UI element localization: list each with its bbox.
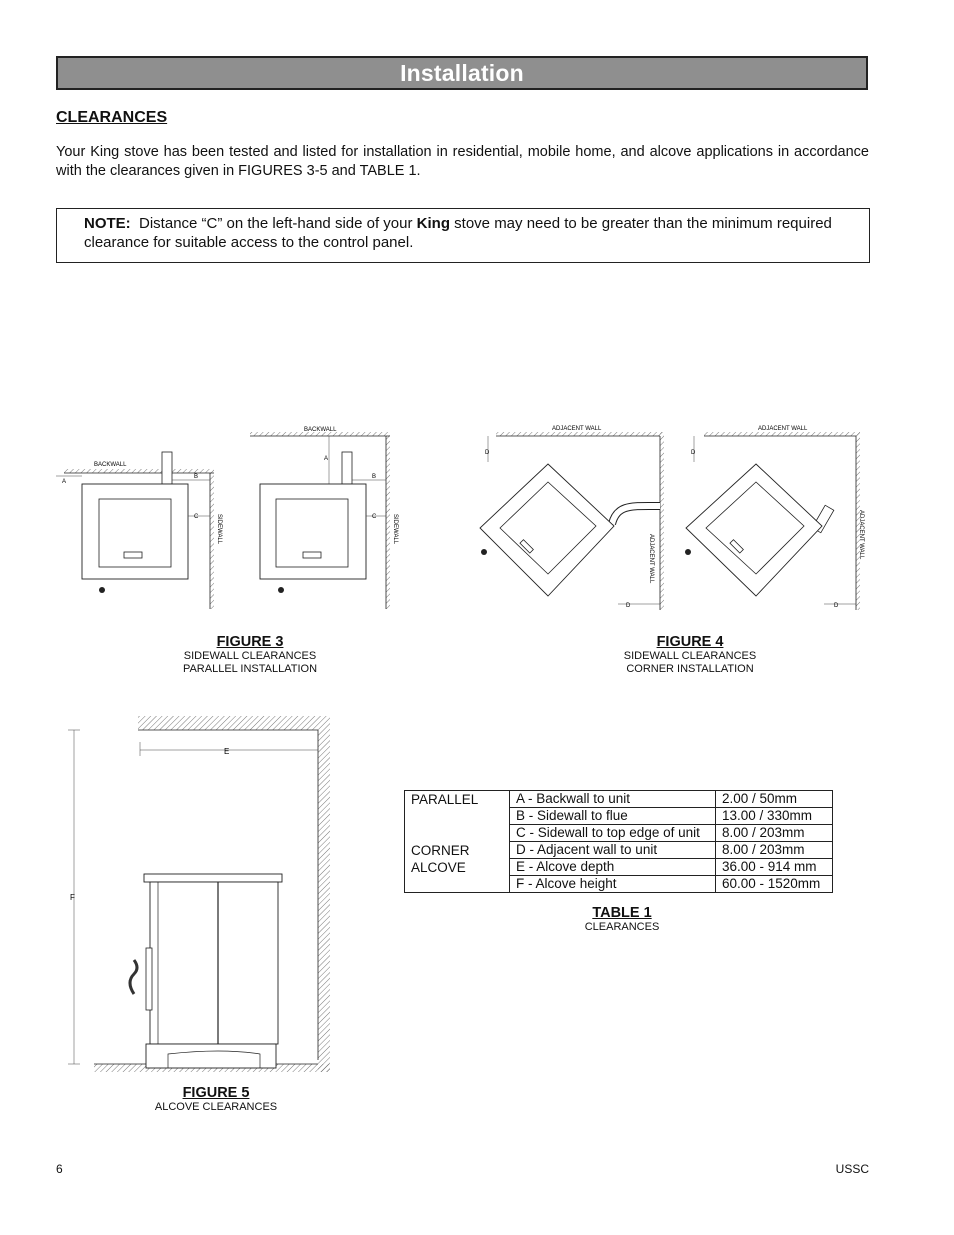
intro-paragraph: Your King stove has been tested and listed for installation in residential, mobile home, and alcove applications in accordance with the clearances given in FIGURES 3-5 and TABLE 1. [56,144,869,179]
group-corner: CORNER [411,843,470,858]
footer-brand: USSC [835,1162,869,1176]
figure-4-title: FIGURE 4 [656,634,724,650]
figure-3-line2: PARALLEL INSTALLATION [182,663,318,675]
group-parallel: PARALLEL [411,792,479,807]
table-1-caption [522,905,722,934]
fig3-a-label-2: A [324,456,329,462]
fig3-sidewall-label-2: SIDEWALL [392,514,398,545]
fig3-sidewall-label-1: SIDEWALL [216,514,222,545]
fig4-adjacent-vertical-1: ADJACENT WALL [648,534,654,584]
figure-5-line1: ALCOVE CLEARANCES [154,1101,278,1113]
figure-5-diagram [64,712,336,1076]
table-group-cell [405,791,510,893]
table-1-subtitle: CLEARANCES [584,921,660,933]
fig4-d-label-4: D [834,603,839,609]
group-alcove: ALCOVE [411,860,466,875]
figure-3-line1: SIDEWALL CLEARANCES [183,650,317,662]
table-value: 8.00 / 203mm [716,825,833,842]
fig5-f-label: F [70,893,75,902]
fig3-backwall-label-1: BACKWALL [94,462,127,468]
note-label: NOTE: [84,215,131,232]
figure-3-diagram [56,424,402,614]
table-value: 13.00 / 330mm [716,808,833,825]
figure-3-caption [150,634,350,676]
figure-4-line2: CORNER INSTALLATION [626,663,754,675]
table-value: 60.00 - 1520mm [716,876,833,893]
table-1-title: TABLE 1 [592,905,652,921]
figure-3-title: FIGURE 3 [216,634,284,650]
fig4-adjacent-label-1: ADJACENT WALL [552,426,602,432]
fig3-a-label-1: A [62,479,67,485]
figure-5-title: FIGURE 5 [182,1085,250,1101]
fig4-d-label-3: D [691,450,696,456]
table-label: E - Alcove depth [510,859,716,876]
table-label: B - Sidewall to flue [510,808,716,825]
figure-4-line1: SIDEWALL CLEARANCES [623,650,757,662]
table-label: F - Alcove height [510,876,716,893]
table-value: 2.00 / 50mm [716,791,833,808]
table-value: 36.00 - 914 mm [716,859,833,876]
note-text-after: stove may need to be greater than the minimum required clearance for suitable access to the control panel. [84,215,832,251]
page-title: Installation [400,59,524,86]
fig3-backwall-label-2: BACKWALL [304,427,337,433]
note-brand: King [416,215,450,232]
section-banner [56,56,868,90]
figure-4-diagram [472,424,868,616]
fig4-adjacent-vertical-2: ADJACENT WALL [858,510,864,560]
table-label: A - Backwall to unit [510,791,716,808]
note-text-before: Distance “C” on the left-hand side of your [139,215,413,232]
table-label: D - Adjacent wall to unit [510,842,716,859]
clearances-table [404,790,833,893]
fig5-e-label: E [224,747,230,756]
figure-5-caption [116,1085,316,1114]
fig4-adjacent-label-2: ADJACENT WALL [758,426,808,432]
table-label: C - Sidewall to top edge of unit [510,825,716,842]
fig3-b-label-2: B [372,474,377,480]
fig4-d-label-1: D [485,450,490,456]
figure-4-caption [590,634,790,676]
fig4-d-label-2: D [626,603,631,609]
fig3-c-label-2: C [372,514,377,520]
page-number: 6 [56,1162,63,1176]
table-value: 8.00 / 203mm [716,842,833,859]
clearances-heading: CLEARANCES [56,109,168,126]
note-box [56,208,870,263]
fig3-b-label-1: B [194,474,199,480]
fig3-c-label-1: C [194,514,199,520]
